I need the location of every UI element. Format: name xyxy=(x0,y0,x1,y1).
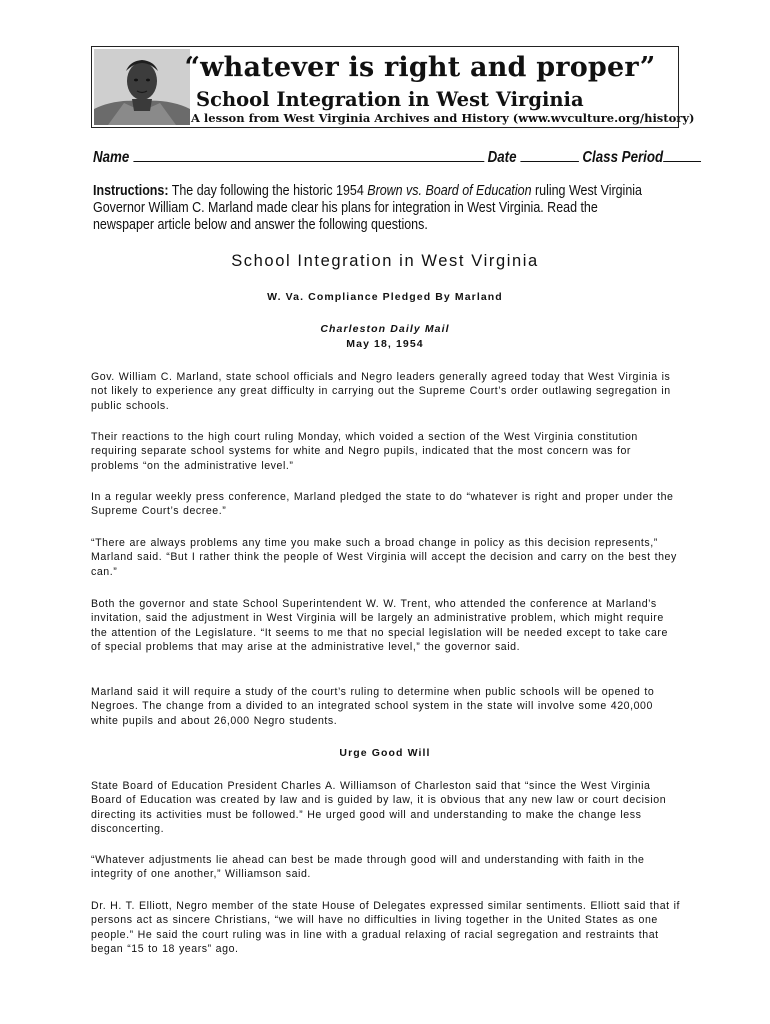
date-label: Date xyxy=(487,149,517,166)
instructions-label: Instructions: xyxy=(93,183,169,199)
instructions xyxy=(93,183,661,234)
article-paragraph: Their reactions to the high court ruling Monday, which voided a section of the West Virginia constitution requiring separate school systems for white and Negro pupils, indicated that the most concern was for problems “on the administrative level.” xyxy=(91,431,638,472)
banner-subtitle: School Integration in West Virginia xyxy=(196,88,584,111)
article-paragraph: Dr. H. T. Elliott, Negro member of the state House of Delegates expressed similar sentiments. Elliott said that if persons act as sincere Christians, “we will have no difficulties in living together in the United States as one people.” He said the court ruling was in line with a gradual relaxing of racial segregation and restraints that began “15 to 18 years” ago. xyxy=(91,900,681,956)
subhead: Urge Good Will xyxy=(339,747,431,759)
instructions-text-before: The day following the historic 1954 xyxy=(168,183,368,199)
article-paragraph: Both the governor and state School Superintendent W. W. Trent, who attended the conference at Marland’s invitation, said the adjustment in West Virginia will be largely an administrative problem, which might require the attention of the Legislature. “It seems to me that no special legislation will be needed except to take care of special problems that may arise at the administrative level,” the governor said. xyxy=(91,598,668,654)
instructions-text-after: ruling West Virginia Governor William C. Marland made clear his plans for integration in West Virginia. Read the newspaper article below and answer the following questions. xyxy=(93,183,642,233)
newspaper-name: Charleston Daily Mail xyxy=(320,323,450,335)
article-paragraph: State Board of Education President Charles A. Williamson of Charleston said that “since the West Virginia Board of Education was created by law and is guided by law, it is obvious that any new law or court decision directing its activities must be followed.” He urged good will and understanding to make the change less disconcerting. xyxy=(91,780,667,836)
article-paragraph: “There are always problems any time you make such a broad change in policy as this decision represents,” Marland said. “But I rather think the people of West Virginia will accept the decision and carry on the best they can.” xyxy=(91,537,677,578)
student-info-line xyxy=(93,147,664,169)
name-field[interactable] xyxy=(133,147,484,162)
article-title: School Integration in West Virginia xyxy=(231,252,539,270)
name-label: Name xyxy=(93,149,130,166)
article-paragraph: In a regular weekly press conference, Marland pledged the state to do “whatever is right and proper under the Supreme Court’s decree.” xyxy=(91,491,674,518)
banner-lesson-credit: A lesson from West Virginia Archives and History (www.wvculture.org/history) xyxy=(191,111,695,125)
article-paragraph: Gov. William C. Marland, state school officials and Negro leaders generally agreed today that West Virginia is not likely to experience any great difficulty in carrying out the Supreme Court’s order outlawing segregation in public schools. xyxy=(91,371,671,412)
class-period-field[interactable] xyxy=(663,147,701,162)
banner-title: “whatever is right and proper” xyxy=(184,52,656,83)
article-headline: W. Va. Compliance Pledged By Marland xyxy=(267,291,503,303)
article-paragraph: Marland said it will require a study of the court’s ruling to determine when public schools will be opened to Negroes. The change from a divided to an integrated school system in the state will involve some 420,000 white pupils and about 26,000 Negro students. xyxy=(91,686,655,727)
article-date: May 18, 1954 xyxy=(346,338,424,350)
title-banner xyxy=(91,46,695,128)
case-name: Brown vs. Board of Education xyxy=(367,183,532,199)
date-field[interactable] xyxy=(520,147,578,162)
class-period-label: Class Period xyxy=(582,149,664,166)
article-paragraph: “Whatever adjustments lie ahead can best be made through good will and understanding with faith in the integrity of one another,” Williamson said. xyxy=(91,854,645,881)
